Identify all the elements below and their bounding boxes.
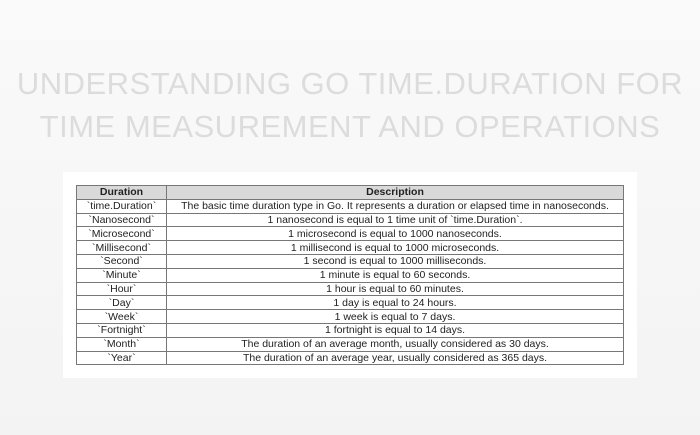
duration-cell: `Hour` [77, 282, 167, 296]
duration-cell: `Fortnight` [77, 323, 167, 337]
description-cell: The basic time duration type in Go. It represents a duration or elapsed time in nanoseconds. [167, 199, 624, 213]
duration-cell: `Year` [77, 351, 167, 365]
header-description: Description [167, 186, 624, 200]
table-row [77, 282, 624, 296]
duration-cell: `time.Duration` [77, 199, 167, 213]
page-title [0, 62, 700, 148]
table-row [77, 254, 624, 268]
description-cell: 1 fortnight is equal to 14 days. [167, 323, 624, 337]
duration-cell: `Nanosecond` [77, 213, 167, 227]
duration-cell: `Microsecond` [77, 227, 167, 241]
table-row [77, 227, 624, 241]
description-cell: 1 millisecond is equal to 1000 microseconds. [167, 241, 624, 255]
description-cell: The duration of an average month, usually considered as 30 days. [167, 337, 624, 351]
description-cell: 1 day is equal to 24 hours. [167, 296, 624, 310]
duration-table [76, 185, 624, 365]
description-cell: 1 nanosecond is equal to 1 time unit of `time.Duration`. [167, 213, 624, 227]
table-row [77, 351, 624, 365]
duration-cell: `Day` [77, 296, 167, 310]
table-row [77, 296, 624, 310]
duration-cell: `Millisecond` [77, 241, 167, 255]
table-header-row [77, 186, 624, 200]
table-row [77, 337, 624, 351]
table-row [77, 268, 624, 282]
duration-cell: `Minute` [77, 268, 167, 282]
description-cell: 1 microsecond is equal to 1000 nanoseconds. [167, 227, 624, 241]
table-row [77, 241, 624, 255]
duration-cell: `Month` [77, 337, 167, 351]
duration-cell: `Week` [77, 310, 167, 324]
header-duration: Duration [77, 186, 167, 200]
table-row [77, 323, 624, 337]
table-row [77, 213, 624, 227]
description-cell: 1 week is equal to 7 days. [167, 310, 624, 324]
title-line-2: TIME MEASUREMENT AND OPERATIONS [39, 109, 661, 144]
title-line-1: UNDERSTANDING GO TIME.DURATION FOR [16, 66, 684, 101]
description-cell: 1 second is equal to 1000 milliseconds. [167, 254, 624, 268]
description-cell: 1 minute is equal to 60 seconds. [167, 268, 624, 282]
description-cell: The duration of an average year, usually considered as 365 days. [167, 351, 624, 365]
description-cell: 1 hour is equal to 60 minutes. [167, 282, 624, 296]
table-row [77, 199, 624, 213]
table-card [63, 172, 637, 378]
table-row [77, 310, 624, 324]
duration-cell: `Second` [77, 254, 167, 268]
